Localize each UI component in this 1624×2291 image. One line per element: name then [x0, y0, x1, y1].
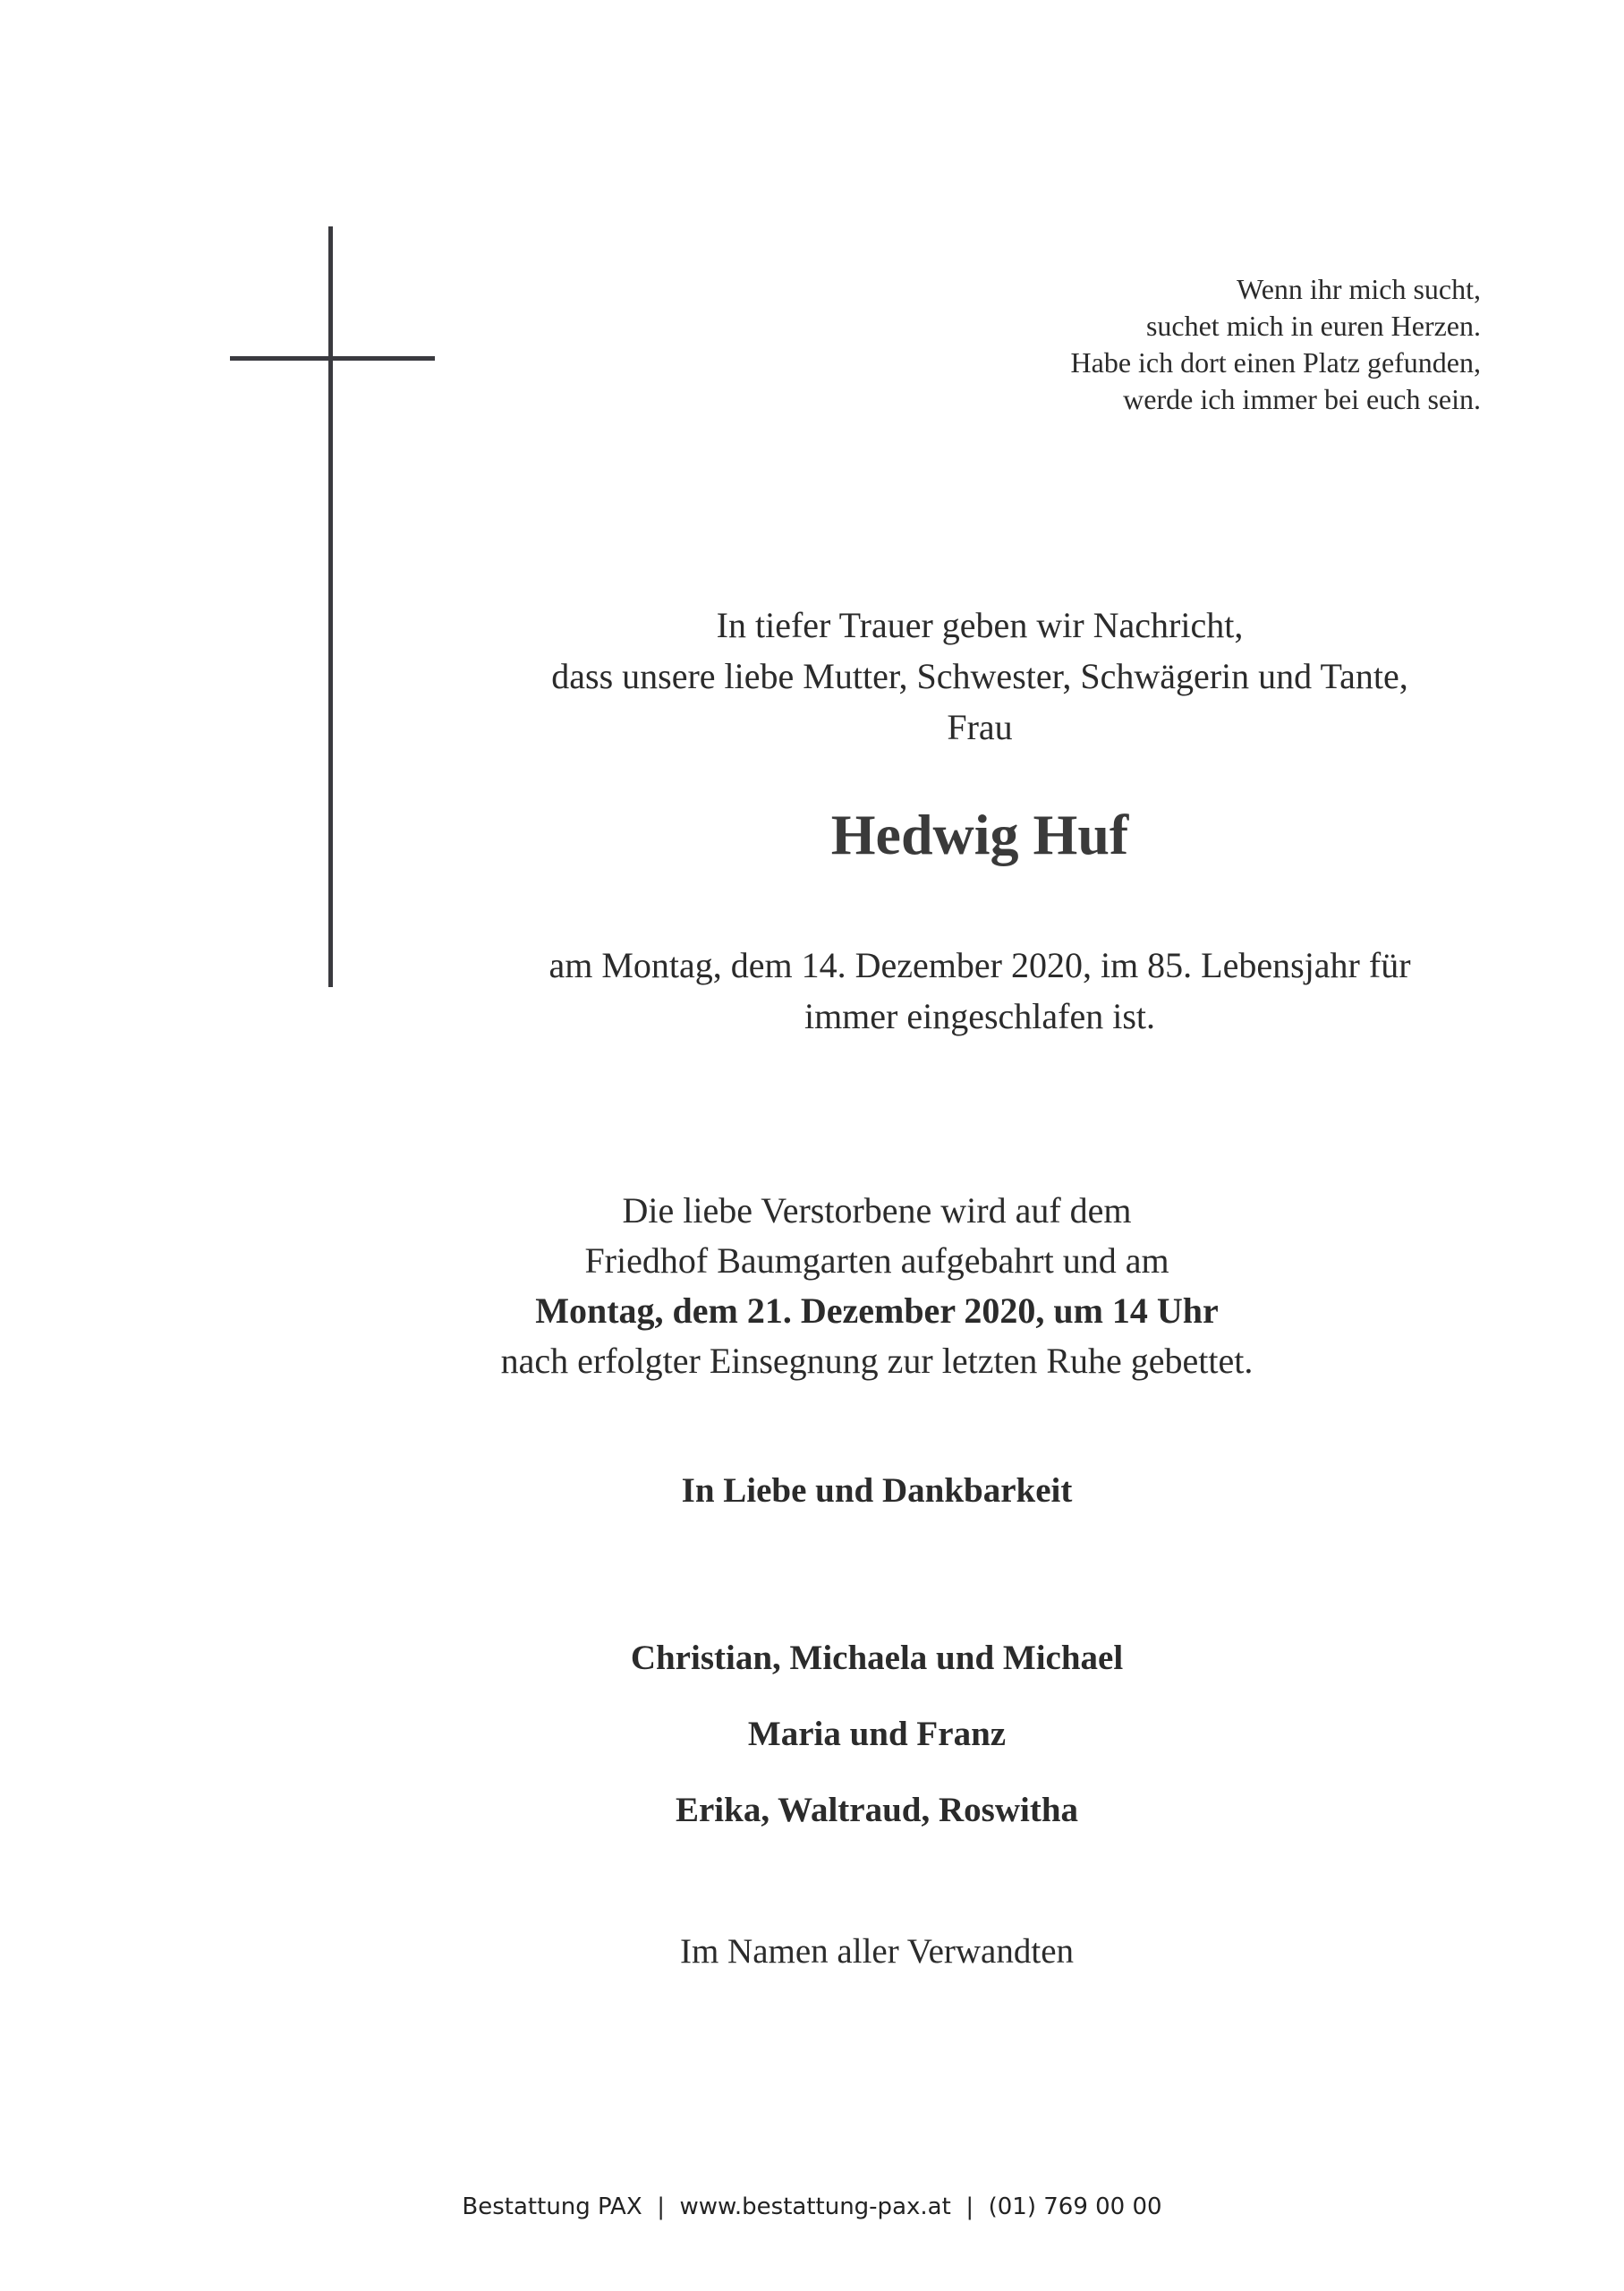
- announcement-line: dass unsere liebe Mutter, Schwester, Schwägerin und Tante,: [551, 656, 1408, 696]
- cross-horizontal-bar: [230, 356, 435, 361]
- burial-info: [385, 1186, 1369, 1386]
- cross-vertical-bar: [328, 226, 333, 987]
- burial-line: nach erfolgter Einsegnung zur letzten Ruhe gebettet.: [500, 1341, 1254, 1381]
- footer-phone: (01) 769 00 00: [988, 2193, 1162, 2220]
- announcement-line: In tiefer Trauer geben wir Nachricht,: [716, 605, 1244, 645]
- family-name-line: Christian, Michaela und Michael: [630, 1639, 1124, 1677]
- footer-separator: |: [657, 2193, 665, 2220]
- burial-line: Die liebe Verstorbene wird auf dem: [622, 1190, 1132, 1231]
- death-notice: [394, 940, 1566, 1042]
- burial-date: Montag, dem 21. Dezember 2020, um 14 Uhr: [535, 1290, 1219, 1331]
- announcement: [394, 600, 1566, 753]
- poem-line: Wenn ihr mich sucht,: [1237, 273, 1481, 305]
- death-notice-line: am Montag, dem 14. Dezember 2020, im 85. Lebensjahr für: [548, 945, 1411, 985]
- footer: [0, 2191, 1624, 2223]
- poem: [855, 271, 1481, 418]
- footer-website[interactable]: www.bestattung-pax.at: [679, 2193, 951, 2220]
- relatives-line: Im Namen aller Verwandten: [679, 1932, 1075, 1971]
- poem-line: Habe ich dort einen Platz gefunden,: [1070, 346, 1481, 379]
- footer-company: Bestattung PAX: [462, 2193, 642, 2220]
- gratitude-line: In Liebe und Dankbarkeit: [681, 1471, 1073, 1510]
- announcement-line: Frau: [947, 707, 1013, 747]
- footer-separator: |: [965, 2193, 974, 2220]
- poem-line: werde ich immer bei euch sein.: [1123, 383, 1481, 415]
- family-name-line: Erika, Waltraud, Roswitha: [675, 1791, 1079, 1829]
- poem-line: suchet mich in euren Herzen.: [1145, 310, 1481, 342]
- deceased-name: Hedwig Huf: [830, 803, 1129, 866]
- family-name-line: Maria und Franz: [747, 1715, 1007, 1753]
- family-names: [385, 1620, 1369, 1848]
- death-notice-line: immer eingeschlafen ist.: [803, 996, 1156, 1036]
- burial-line: Friedhof Baumgarten aufgebahrt und am: [584, 1240, 1169, 1281]
